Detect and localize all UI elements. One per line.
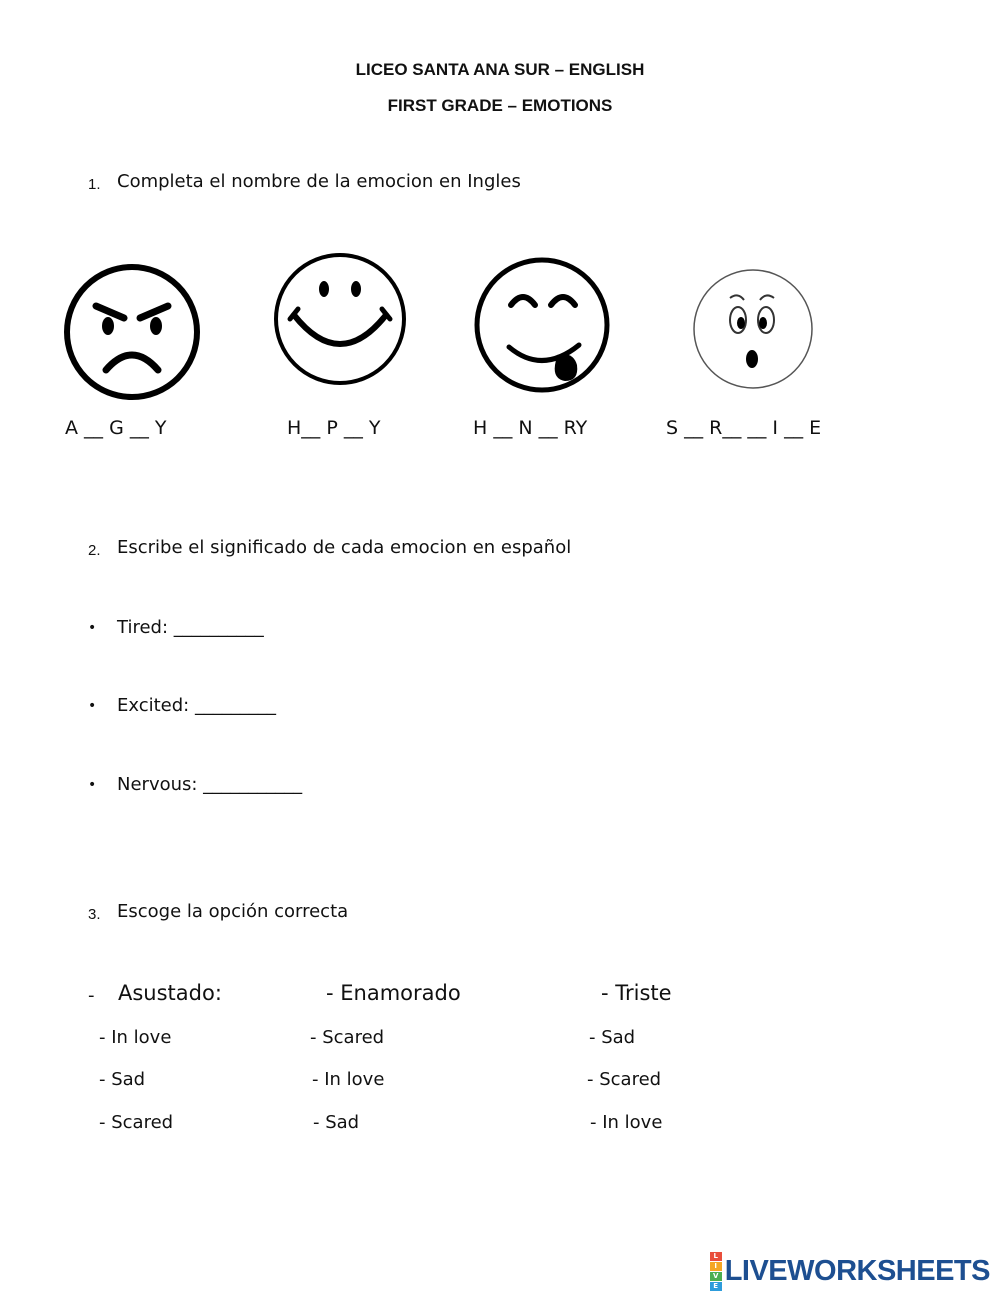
worksheet-subtitle: FIRST GRADE – EMOTIONS <box>387 96 613 115</box>
question-asustado-title: Asustado: <box>118 981 222 1005</box>
logo-text: LIVEWORKSHEETS <box>724 1255 990 1287</box>
triste-option[interactable]: - Scared <box>587 1069 662 1090</box>
enamorado-option[interactable]: - Scared <box>310 1027 385 1048</box>
liveworksheets-logo <box>710 1252 990 1291</box>
asustado-option[interactable]: - Sad <box>99 1069 146 1090</box>
happy-blank[interactable]: H__ P __ Y <box>287 417 381 439</box>
logo-block: L <box>710 1252 722 1261</box>
question-3-instruction: Escoge la opción correcta <box>117 901 349 922</box>
list-dash: - <box>88 985 95 1006</box>
bullet-icon: • <box>88 777 97 793</box>
question-3-number: 3. <box>88 906 101 923</box>
triste-option[interactable]: - Sad <box>589 1027 636 1048</box>
asustado-option[interactable]: - Scared <box>99 1112 174 1133</box>
tired-field[interactable]: Tired: __________ <box>117 617 264 638</box>
worksheet-school-title: LICEO SANTA ANA SUR – ENGLISH <box>355 60 645 79</box>
excited-field[interactable]: Excited: _________ <box>117 695 276 716</box>
bullet-icon: • <box>88 698 97 714</box>
question-triste-title: - Triste <box>601 981 672 1005</box>
logo-blocks-icon <box>710 1252 722 1291</box>
question-2-number: 2. <box>88 542 101 559</box>
surprised-face-icon <box>692 268 814 390</box>
enamorado-option[interactable]: - Sad <box>313 1112 360 1133</box>
hungry-blank[interactable]: H __ N __ RY <box>473 417 588 439</box>
triste-option[interactable]: - In love <box>590 1112 663 1133</box>
surprised-blank[interactable]: S __ R__ __ I __ E <box>666 417 822 439</box>
question-enamorado-title: - Enamorado <box>326 981 461 1005</box>
question-1-number: 1. <box>88 176 101 193</box>
hungry-face-icon <box>473 257 611 397</box>
bullet-icon: • <box>88 620 97 636</box>
logo-block: V <box>710 1272 722 1281</box>
asustado-option[interactable]: - In love <box>99 1027 172 1048</box>
enamorado-option[interactable]: - In love <box>312 1069 385 1090</box>
logo-block: E <box>710 1282 722 1291</box>
happy-face-icon <box>272 251 408 387</box>
angry-face-icon <box>62 262 202 402</box>
logo-block: I <box>710 1262 722 1271</box>
nervous-field[interactable]: Nervous: ___________ <box>117 774 303 795</box>
question-2-instruction: Escribe el significado de cada emocion en español <box>117 537 572 558</box>
angry-blank[interactable]: A __ G __ Y <box>65 417 167 439</box>
question-1-instruction: Completa el nombre de la emocion en Ingles <box>117 171 521 192</box>
